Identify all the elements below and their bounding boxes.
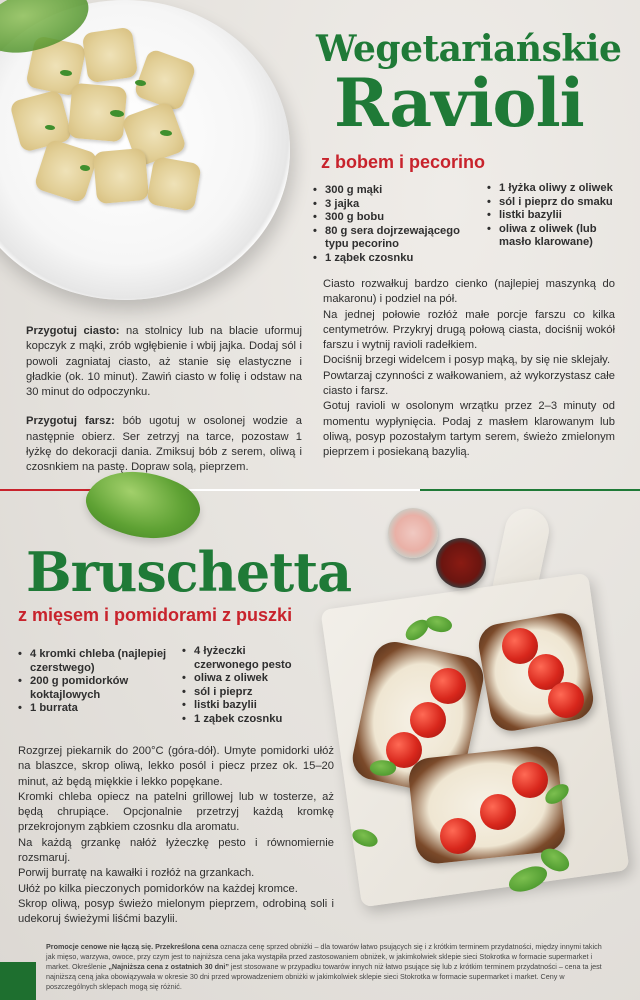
recipe1-method-left [26,324,302,482]
ingredient-item: • sól i pieprz [182,686,312,700]
tomato-image [410,702,446,738]
tomato-image [430,668,466,704]
ingredient-item: • oliwa z oliwek (lub masło klarowane) [487,223,627,250]
method-paragraph: Na jednej połowie rozłóż małe porcje farszu co kilka centymetrów. Przykryj drugą połową ciasta, dociśnij wokół farszu i wytnij ravioli radełkiem. [323,308,615,352]
recipe2-method [18,744,334,928]
footer-bold1: Promocje cenowe nie łączą się. [46,942,154,951]
ingredient-item: • sól i pieprz do smaku [487,196,627,210]
recipe2-ingredients-right [182,645,312,727]
ingredient-item: • 1 ząbek czosnku [182,713,312,727]
recipe2-title: Bruschetta [26,540,352,604]
tomato-image [512,762,548,798]
divider-green [420,489,640,491]
method-paragraph: Rozgrzej piekarnik do 200°C (góra-dół). Umyte pomidorki ułóż na blaszce, skrop oliwą, lekko posól i piecz przez ok. 15–20 minut, aż będą miękkie i lekko popękane. [18,745,334,788]
method-paragraph: Gotuj ravioli w osolonym wrzątku przez 2–3 minuty od momentu wypłynięcia. Podaj z masłem klarowanym lub oliwą, posyp pozostałym tartym serem, świeżo zmielonym pieprzem i posiekaną bazylią. [323,400,615,459]
ingredient-item: • oliwa z oliwek [182,672,312,686]
method-paragraph: Powtarzaj czynności z wałkowaniem, aż wykorzystasz całe ciasto i farsz. [323,369,615,398]
recipe1-step2-label: Przygotuj farsz: [26,415,115,428]
ingredient-item: • 1 łyżka oliwy z oliwek [487,182,627,196]
recipe2-subtitle: z mięsem i pomidorami z puszki [18,605,293,625]
recipe1-step2 [26,414,302,475]
tomato-image [440,818,476,854]
ingredient-item: • 4 kromki chleba (najlepiej czerstwego) [18,648,176,675]
recipe1-step1 [26,324,302,400]
method-paragraph: Dociśnij brzegi widelcem i posyp mąką, by się nie sklejały. [323,354,611,367]
recipe1-subtitle: z bobem i pecorino [321,152,486,172]
method-paragraph: Porwij burratę na kawałki i rozłóż na grzankach. [18,867,255,880]
method-paragraph: Na każdą grzankę nałóż łyżeczkę pesto i równomiernie rozsmaruj. [18,836,334,865]
ingredient-item: • 200 g pomidorków koktajlowych [18,675,176,702]
footer-text2: jest stosowane w przypadku towarów innych niż łatwo psujące się lub z krótkim terminem przydatności – cena ta jest najniższą ceną jaka obowiązywała w okresie 30 dni przed wprowadzeniem obniżki w jakimkolwiek sklepie sieci Stokrotka w formacie supermarket i market. Ceny w poszczególnych sklepach mogą się różnić. [46,962,602,991]
ingredient-item: • 300 g bobu [313,211,483,225]
recipe1-step2-text: bób ugotuj w osolonej wodzie a następnie obierz. Ser zetrzyj na tarce, pozostaw 1 łyżkę do dekoracji dania. Zmiksuj bób z serem, oliwą i czosnkiem na pastę. Dopraw solą, pieprzem. [26,415,302,474]
ingredient-item: • 1 ząbek czosnku [313,252,483,266]
ingredient-item: • 4 łyżeczki czerwonego pesto [182,645,312,672]
ingredient-item: • 300 g mąki [313,184,483,198]
footer-bold3: „Najniższa cena z ostatnich 30 dni” [108,962,229,971]
ingredient-item: • 3 jajka [313,198,483,212]
method-paragraph: Ciasto rozwałkuj bardzo cienko (najlepiej maszynką do makaronu) i podziel na pół. [323,278,615,306]
recipe1-title-line2: Ravioli [334,64,584,142]
ingredient-item: • listki bazylii [182,699,312,713]
ingredient-item: • 1 burrata [18,702,176,716]
tomato-image [480,794,516,830]
method-paragraph: Kromki chleba opiecz na patelni grillowej lub w tosterze, aż będą chrupiące. Opcjonalnie przetrzyj każdą kromkę przekrojonym ząbkiem czosnku dla aromatu. [18,790,334,834]
method-paragraph: Ułóż po kilka pieczonych pomidorków na każdej kromce. [18,882,298,895]
recipe1-step1-text: na stolnicy lub na blacie uformuj kopczyk z mąki, zrób wgłębienie i wbij jajka. Dodaj sól i powoli zagniataj ciasto, aż stanie się elastyczne i gładkie (ok. 10 minut). Zawiń ciasto w folię i odstaw na 30 minut do odpoczynku. [26,325,302,399]
recipe1-step1-label: Przygotuj ciasto: [26,325,120,337]
corner-brand-block [0,962,36,1000]
recipe1-ingredients-left [313,184,483,266]
divider-white [160,489,420,491]
ingredient-item: • listki bazylii [487,209,627,223]
recipe1-ingredients-right [487,182,627,250]
legal-footer [46,942,606,992]
recipe1-title-line1: Wegetariańskie [316,28,622,70]
pepper-bowl-image [436,538,486,588]
salt-bowl-image [388,508,438,558]
method-paragraph: Skrop oliwą, posyp świeżo mielonym pieprzem, odrobiną soli i udekoruj świeżymi liśćmi bazylii. [18,897,334,926]
footer-bold2: Przekreślona cena [155,942,219,951]
recipe1-method-right [323,277,615,461]
footer-text1: oznacza cenę sprzed obniżki – dla towarów łatwo psujących się i z krótkim terminem przydatności, między innymi takich jak mięso, warzywa, owoce, przy czym jest to najniższa cena jaka wystąpiła przed zastosowaniem obniżek, w jakimkolwiek sklepie sieci Stokrotka w formacie supermarket i market. Określenie [46,942,602,971]
tomato-image [548,682,584,718]
ingredient-item: • 80 g sera dojrzewającego typu pecorino [313,225,483,252]
recipe2-ingredients-left [18,648,176,716]
